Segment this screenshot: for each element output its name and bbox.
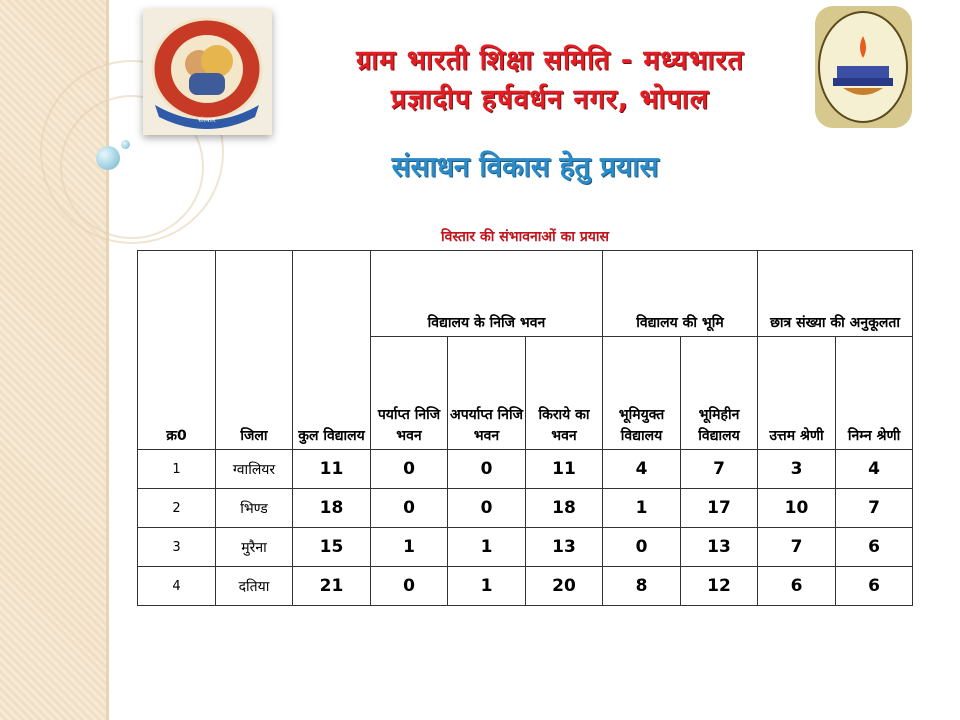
cell-low: 7 [836,489,913,528]
col-header-total-schools: कुल विद्यालय [293,251,371,450]
cell-district: ग्वालियर [216,450,293,489]
logo-emblem [143,9,272,135]
cell-sufficient: 0 [371,567,448,606]
saraswati-shishu-mandir-logo [143,9,272,135]
cell-with-land: 0 [603,528,681,567]
cell-serial: 1 [138,450,216,489]
cell-serial: 3 [138,528,216,567]
cell-without-land: 7 [681,450,758,489]
cell-sufficient: 1 [371,528,448,567]
cell-serial: 2 [138,489,216,528]
cell-best: 10 [758,489,836,528]
col-group-student-strength: छात्र संख्या की अनुकूलता [758,251,913,337]
organization-subtitle-location: प्रज्ञादीप हर्षवर्धन नगर, भोपाल [390,84,710,115]
cell-best: 7 [758,528,836,567]
cell-with-land: 1 [603,489,681,528]
cell-rented: 11 [526,450,603,489]
lamp-emblem [815,6,912,128]
cell-district: दतिया [216,567,293,606]
cell-without-land: 17 [681,489,758,528]
cell-district: मुरैना [216,528,293,567]
table-row [138,567,913,606]
cell-rented: 20 [526,567,603,606]
cell-low: 4 [836,450,913,489]
cell-insufficient: 1 [448,528,526,567]
cell-sufficient: 0 [371,489,448,528]
cell-without-land: 13 [681,528,758,567]
cell-insufficient: 0 [448,489,526,528]
cell-low: 6 [836,528,913,567]
col-header-with-land: भूमियुक्त विद्यालय [603,337,681,450]
cell-total: 11 [293,450,371,489]
col-header-low-category: निम्न श्रेणी [836,337,913,450]
organization-title: ग्राम भारती शिक्षा समिति - मध्यभारत [356,45,744,76]
cell-with-land: 8 [603,567,681,606]
table-row [138,489,913,528]
table-row [138,450,913,489]
col-header-serial: क्र0 [138,251,216,450]
cell-low: 6 [836,567,913,606]
cell-serial: 4 [138,567,216,606]
cell-with-land: 4 [603,450,681,489]
district-schools-table [137,250,913,606]
col-group-school-land: विद्यालय की भूमि [603,251,758,337]
cell-district: भिण्ड [216,489,293,528]
cell-insufficient: 0 [448,450,526,489]
vidya-bharati-logo [815,6,912,128]
col-header-without-land: भूमिहीन विद्यालय [681,337,758,450]
col-header-insufficient-building: अपर्याप्त निजि भवन [448,337,526,450]
col-header-sufficient-building: पर्याप्त निजि भवन [371,337,448,450]
table-header-row [138,251,913,337]
col-header-best-category: उत्तम श्रेणी [758,337,836,450]
cell-sufficient: 0 [371,450,448,489]
cell-without-land: 12 [681,567,758,606]
decorative-bubble-small [121,140,130,149]
col-group-own-building: विद्यालय के निजि भवन [371,251,603,337]
cell-total: 21 [293,567,371,606]
table-caption: विस्तार की संभावनाओं का प्रयास [440,229,610,245]
cell-total: 18 [293,489,371,528]
svg-text:संस्कार: संस्कार [198,116,216,124]
slide-heading: संसाधन विकास हेतु प्रयास [391,150,659,183]
col-header-district: जिला [216,251,293,450]
col-header-rented-building: किराये का भवन [526,337,603,450]
cell-rented: 18 [526,489,603,528]
cell-best: 3 [758,450,836,489]
decorative-bubble [96,146,120,170]
cell-best: 6 [758,567,836,606]
table-row [138,528,913,567]
cell-total: 15 [293,528,371,567]
cell-rented: 13 [526,528,603,567]
cell-insufficient: 1 [448,567,526,606]
